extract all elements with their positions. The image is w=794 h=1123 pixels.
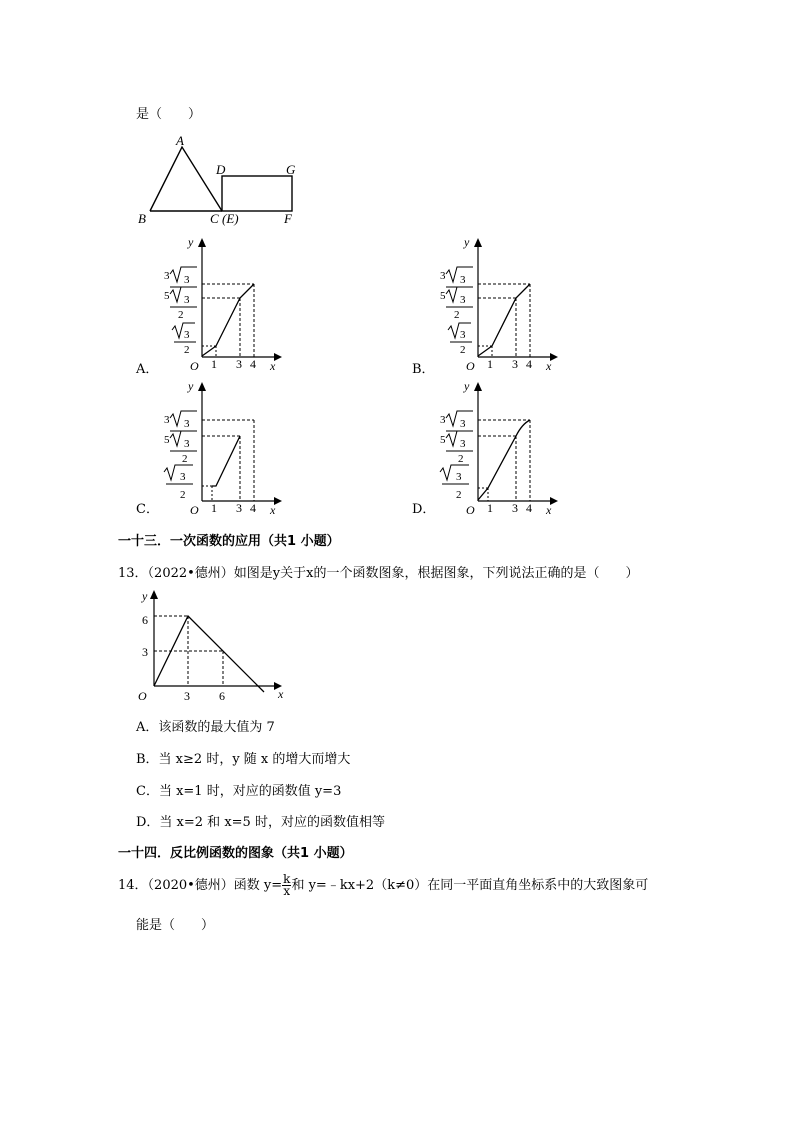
svg-text:O: O xyxy=(466,359,475,372)
svg-text:3: 3 xyxy=(184,329,190,341)
triangle-abc xyxy=(150,147,222,211)
svg-text:y: y xyxy=(464,235,470,249)
svg-text:x: x xyxy=(546,359,552,372)
q13-stem: 13．（2022•德州）如图是y关于x的一个函数图象，根据图象，下列说法正确的是（ ） xyxy=(118,566,639,581)
svg-text:x: x xyxy=(278,687,284,701)
svg-text:O: O xyxy=(138,689,147,703)
section-13-title: 一十三．一次函数的应用（共1 小题） xyxy=(118,534,340,549)
option-a-label: A． xyxy=(136,362,159,377)
svg-text:3: 3 xyxy=(184,294,190,306)
svg-text:4: 4 xyxy=(526,357,532,371)
q13-option-c: C．当 x=1 时，对应的函数值 y=3 xyxy=(136,784,342,799)
svg-text:y: y xyxy=(142,589,148,603)
svg-text:y: y xyxy=(188,379,194,393)
svg-text:5: 5 xyxy=(164,290,170,302)
label-e: (E) xyxy=(222,211,239,226)
svg-text:2: 2 xyxy=(180,489,186,501)
svg-text:x: x xyxy=(270,359,276,372)
svg-text:3: 3 xyxy=(184,274,190,286)
svg-text:1: 1 xyxy=(487,357,493,371)
option-d-label: D． xyxy=(412,502,436,517)
section-14-title: 一十四．反比例函数的图象（共1 小题） xyxy=(118,846,353,861)
q13-graph xyxy=(130,584,300,704)
svg-text:O: O xyxy=(466,503,475,516)
svg-text:x: x xyxy=(270,503,276,516)
fraction-k-over-x: $\frac{k}{x}$ xyxy=(283,872,291,898)
label-d: D xyxy=(216,162,226,177)
q14-stem-line2: 能是（ ） xyxy=(136,918,215,933)
label-g: G xyxy=(286,162,296,177)
svg-text:3: 3 xyxy=(184,438,190,450)
q14-stem: 14．（2020•德州）函数 y= $\frac{k}{x}$ 和 y=﹣kx+2（k≠0）在同一平面直角坐标系中的大致图象可 xyxy=(118,872,649,898)
q13-option-a: A．该函数的最大值为 7 xyxy=(136,720,275,735)
option-b-label: B． xyxy=(412,362,435,377)
svg-text:3: 3 xyxy=(164,414,170,426)
svg-text:x: x xyxy=(546,503,552,516)
y-arrow-icon xyxy=(474,382,482,391)
svg-text:3: 3 xyxy=(236,357,242,371)
svg-text:5: 5 xyxy=(440,290,446,302)
label-c: C xyxy=(210,211,219,226)
svg-text:3: 3 xyxy=(184,418,190,430)
svg-text:6: 6 xyxy=(142,613,148,627)
option-a-graph xyxy=(160,232,290,372)
label-b: B xyxy=(138,211,146,226)
svg-text:y: y xyxy=(188,235,194,249)
svg-text:3: 3 xyxy=(164,270,170,282)
svg-text:3: 3 xyxy=(142,645,148,659)
svg-text:1: 1 xyxy=(487,501,493,515)
label-a: A xyxy=(176,133,184,148)
svg-text:2: 2 xyxy=(182,453,188,465)
svg-text:6: 6 xyxy=(219,689,225,703)
option-c-label: C． xyxy=(136,502,159,517)
q12-tail-text: 是（ ） xyxy=(136,107,202,122)
svg-text:y: y xyxy=(464,379,470,393)
svg-text:3: 3 xyxy=(460,329,466,341)
svg-text:5: 5 xyxy=(164,434,170,446)
svg-text:3: 3 xyxy=(184,689,190,703)
svg-text:2: 2 xyxy=(456,489,462,501)
svg-text:4: 4 xyxy=(250,501,256,515)
svg-text:3: 3 xyxy=(236,501,242,515)
svg-text:2: 2 xyxy=(454,309,460,321)
option-d-graph xyxy=(436,376,566,516)
svg-text:2: 2 xyxy=(178,309,184,321)
rectangle-defg xyxy=(222,176,292,211)
option-b-graph xyxy=(436,232,566,372)
svg-text:3: 3 xyxy=(460,438,466,450)
y-arrow-icon xyxy=(198,238,206,247)
svg-text:3: 3 xyxy=(460,418,466,430)
svg-text:O: O xyxy=(190,503,199,516)
svg-text:3: 3 xyxy=(512,357,518,371)
svg-text:2: 2 xyxy=(460,344,466,356)
svg-text:5: 5 xyxy=(440,434,446,446)
q13-option-b: B．当 x≥2 时，y 随 x 的增大而增大 xyxy=(136,752,351,767)
option-c-graph xyxy=(160,376,290,516)
svg-text:4: 4 xyxy=(526,501,532,515)
svg-text:O: O xyxy=(190,359,199,372)
svg-text:2: 2 xyxy=(184,344,190,356)
svg-text:3: 3 xyxy=(440,270,446,282)
graph-curve xyxy=(202,284,254,356)
svg-text:3: 3 xyxy=(180,471,186,483)
triangle-rectangle-figure xyxy=(130,130,310,230)
q13-option-d: D．当 x=2 和 x=5 时，对应的函数值相等 xyxy=(136,815,385,830)
svg-text:3: 3 xyxy=(512,501,518,515)
svg-text:3: 3 xyxy=(460,294,466,306)
svg-text:2: 2 xyxy=(458,453,464,465)
svg-text:1: 1 xyxy=(211,501,217,515)
label-f: F xyxy=(284,211,292,226)
svg-text:3: 3 xyxy=(460,274,466,286)
svg-text:1: 1 xyxy=(211,357,217,371)
y-arrow-icon xyxy=(150,590,158,599)
y-arrow-icon xyxy=(474,238,482,247)
svg-text:3: 3 xyxy=(440,414,446,426)
svg-text:4: 4 xyxy=(250,357,256,371)
y-arrow-icon xyxy=(198,382,206,391)
svg-text:3: 3 xyxy=(456,471,462,483)
function-line xyxy=(154,616,264,692)
